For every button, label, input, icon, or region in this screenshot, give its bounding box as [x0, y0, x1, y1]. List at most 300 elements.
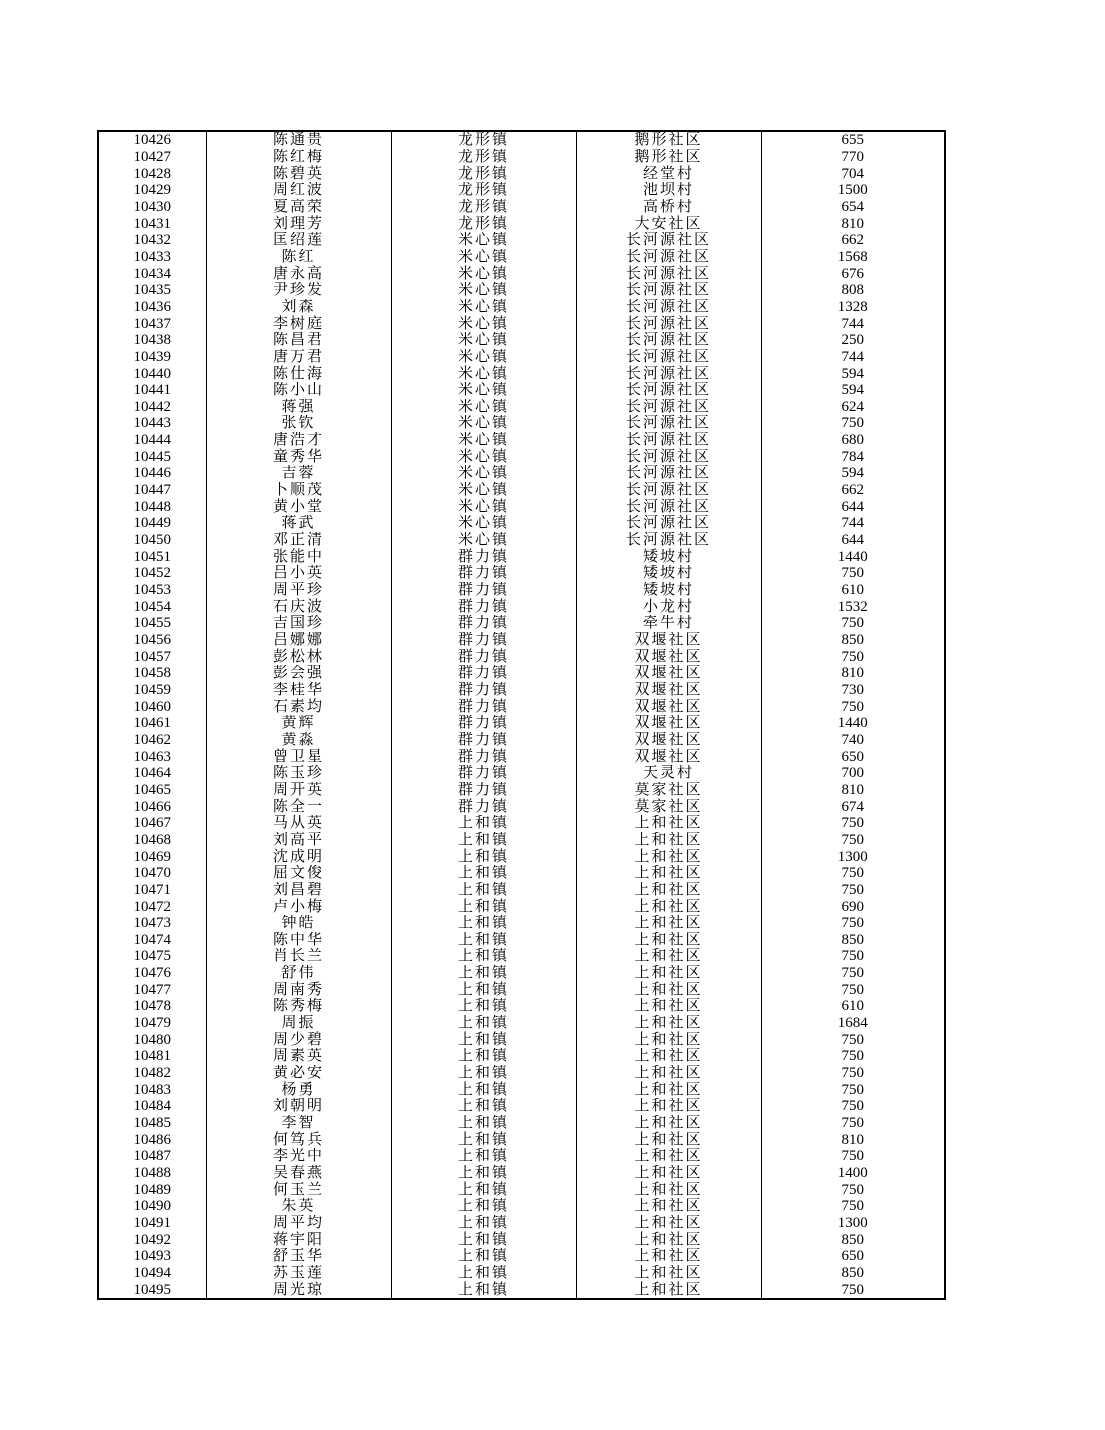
amount-cell: 1532 — [761, 598, 945, 615]
amount-cell: 1300 — [761, 1215, 945, 1232]
community-cell: 双堰社区 — [576, 715, 761, 732]
name-cell: 夏高荣 — [206, 199, 391, 216]
record-id-cell: 10480 — [98, 1031, 206, 1048]
town-cell: 上和镇 — [391, 1098, 576, 1115]
table-row — [98, 598, 945, 615]
record-id-cell: 10436 — [98, 299, 206, 316]
town-cell: 米心镇 — [391, 249, 576, 266]
community-cell: 长河源社区 — [576, 482, 761, 499]
amount-cell: 654 — [761, 199, 945, 216]
community-cell: 上和社区 — [576, 1198, 761, 1215]
name-cell: 匡绍莲 — [206, 232, 391, 249]
town-cell: 上和镇 — [391, 1065, 576, 1082]
town-cell: 群力镇 — [391, 598, 576, 615]
table-row — [98, 1148, 945, 1165]
amount-cell: 740 — [761, 732, 945, 749]
amount-cell: 750 — [761, 1115, 945, 1132]
table-row — [98, 848, 945, 865]
name-cell: 周素英 — [206, 1048, 391, 1065]
amount-cell: 594 — [761, 465, 945, 482]
community-cell: 上和社区 — [576, 1098, 761, 1115]
name-cell: 陈中华 — [206, 932, 391, 949]
record-id-cell: 10472 — [98, 898, 206, 915]
amount-cell: 1500 — [761, 182, 945, 199]
table-row — [98, 981, 945, 998]
name-cell: 舒玉华 — [206, 1248, 391, 1265]
community-cell: 上和社区 — [576, 832, 761, 849]
town-cell: 上和镇 — [391, 948, 576, 965]
table-row — [98, 399, 945, 416]
community-cell: 长河源社区 — [576, 299, 761, 316]
amount-cell: 784 — [761, 448, 945, 465]
name-cell: 刘朝明 — [206, 1098, 391, 1115]
record-id-cell: 10475 — [98, 948, 206, 965]
community-cell: 矮坡村 — [576, 548, 761, 565]
name-cell: 屈文俊 — [206, 865, 391, 882]
table-row — [98, 898, 945, 915]
record-id-cell: 10452 — [98, 565, 206, 582]
amount-cell: 850 — [761, 1231, 945, 1248]
town-cell: 上和镇 — [391, 981, 576, 998]
data-table — [97, 130, 946, 1300]
name-cell: 周南秀 — [206, 981, 391, 998]
record-id-cell: 10444 — [98, 432, 206, 449]
community-cell: 上和社区 — [576, 948, 761, 965]
amount-cell: 1328 — [761, 299, 945, 316]
community-cell: 上和社区 — [576, 1148, 761, 1165]
record-id-cell: 10479 — [98, 1015, 206, 1032]
town-cell: 上和镇 — [391, 815, 576, 832]
community-cell: 矮坡村 — [576, 565, 761, 582]
name-cell: 卜顺茂 — [206, 482, 391, 499]
amount-cell: 690 — [761, 898, 945, 915]
table-row — [98, 715, 945, 732]
record-id-cell: 10438 — [98, 332, 206, 349]
town-cell: 上和镇 — [391, 1081, 576, 1098]
name-cell: 黄小堂 — [206, 498, 391, 515]
amount-cell: 644 — [761, 532, 945, 549]
table-row — [98, 748, 945, 765]
town-cell: 上和镇 — [391, 965, 576, 982]
table-row — [98, 1031, 945, 1048]
name-cell: 黄必安 — [206, 1065, 391, 1082]
table-row — [98, 615, 945, 632]
record-id-cell: 10433 — [98, 249, 206, 266]
record-id-cell: 10492 — [98, 1231, 206, 1248]
amount-cell: 744 — [761, 349, 945, 366]
community-cell: 上和社区 — [576, 998, 761, 1015]
community-cell: 经堂村 — [576, 165, 761, 182]
name-cell: 唐万君 — [206, 349, 391, 366]
table-row — [98, 582, 945, 599]
town-cell: 米心镇 — [391, 315, 576, 332]
community-cell: 长河源社区 — [576, 332, 761, 349]
record-id-cell: 10432 — [98, 232, 206, 249]
table-row — [98, 1215, 945, 1232]
community-cell: 长河源社区 — [576, 315, 761, 332]
name-cell: 陈小山 — [206, 382, 391, 399]
name-cell: 李智 — [206, 1115, 391, 1132]
town-cell: 米心镇 — [391, 532, 576, 549]
record-id-cell: 10461 — [98, 715, 206, 732]
town-cell: 上和镇 — [391, 848, 576, 865]
table-row — [98, 998, 945, 1015]
name-cell: 陈仕海 — [206, 365, 391, 382]
record-id-cell: 10463 — [98, 748, 206, 765]
table-row — [98, 565, 945, 582]
community-cell: 上和社区 — [576, 1215, 761, 1232]
table-row — [98, 648, 945, 665]
record-id-cell: 10481 — [98, 1048, 206, 1065]
name-cell: 陈碧英 — [206, 165, 391, 182]
amount-cell: 624 — [761, 399, 945, 416]
record-id-cell: 10494 — [98, 1265, 206, 1282]
community-cell: 上和社区 — [576, 882, 761, 899]
record-id-cell: 10448 — [98, 498, 206, 515]
amount-cell: 650 — [761, 748, 945, 765]
table-row — [98, 149, 945, 166]
table-row — [98, 548, 945, 565]
amount-cell: 610 — [761, 998, 945, 1015]
town-cell: 米心镇 — [391, 282, 576, 299]
name-cell: 吕小英 — [206, 565, 391, 582]
community-cell: 长河源社区 — [576, 448, 761, 465]
community-cell: 上和社区 — [576, 965, 761, 982]
amount-cell: 810 — [761, 782, 945, 799]
amount-cell: 750 — [761, 865, 945, 882]
town-cell: 上和镇 — [391, 1181, 576, 1198]
table-row — [98, 365, 945, 382]
amount-cell: 750 — [761, 1065, 945, 1082]
record-id-cell: 10474 — [98, 932, 206, 949]
amount-cell: 750 — [761, 1048, 945, 1065]
town-cell: 上和镇 — [391, 1198, 576, 1215]
record-id-cell: 10468 — [98, 832, 206, 849]
record-id-cell: 10428 — [98, 165, 206, 182]
record-id-cell: 10473 — [98, 915, 206, 932]
community-cell: 双堰社区 — [576, 748, 761, 765]
amount-cell: 644 — [761, 498, 945, 515]
table-row — [98, 532, 945, 549]
record-id-cell: 10455 — [98, 615, 206, 632]
town-cell: 米心镇 — [391, 365, 576, 382]
community-cell: 上和社区 — [576, 1048, 761, 1065]
table-row — [98, 215, 945, 232]
amount-cell: 750 — [761, 615, 945, 632]
community-cell: 上和社区 — [576, 1115, 761, 1132]
name-cell: 彭松林 — [206, 648, 391, 665]
record-id-cell: 10471 — [98, 882, 206, 899]
name-cell: 钟皓 — [206, 915, 391, 932]
community-cell: 小龙村 — [576, 598, 761, 615]
town-cell: 上和镇 — [391, 998, 576, 1015]
community-cell: 上和社区 — [576, 1248, 761, 1265]
amount-cell: 1568 — [761, 249, 945, 266]
amount-cell: 1440 — [761, 715, 945, 732]
name-cell: 吉蓉 — [206, 465, 391, 482]
record-id-cell: 10490 — [98, 1198, 206, 1215]
name-cell: 唐浩才 — [206, 432, 391, 449]
record-id-cell: 10464 — [98, 765, 206, 782]
name-cell: 陈通贵 — [206, 131, 391, 149]
table-row — [98, 282, 945, 299]
town-cell: 米心镇 — [391, 382, 576, 399]
town-cell: 上和镇 — [391, 1015, 576, 1032]
community-cell: 大安社区 — [576, 215, 761, 232]
name-cell: 舒伟 — [206, 965, 391, 982]
amount-cell: 1300 — [761, 848, 945, 865]
record-id-cell: 10457 — [98, 648, 206, 665]
amount-cell: 250 — [761, 332, 945, 349]
record-id-cell: 10434 — [98, 265, 206, 282]
community-cell: 上和社区 — [576, 1165, 761, 1182]
town-cell: 群力镇 — [391, 632, 576, 649]
record-id-cell: 10429 — [98, 182, 206, 199]
town-cell: 群力镇 — [391, 582, 576, 599]
town-cell: 米心镇 — [391, 515, 576, 532]
town-cell: 上和镇 — [391, 1165, 576, 1182]
name-cell: 蒋武 — [206, 515, 391, 532]
town-cell: 群力镇 — [391, 648, 576, 665]
town-cell: 上和镇 — [391, 898, 576, 915]
name-cell: 朱英 — [206, 1198, 391, 1215]
community-cell: 上和社区 — [576, 1281, 761, 1299]
table-row — [98, 498, 945, 515]
record-id-cell: 10466 — [98, 798, 206, 815]
amount-cell: 750 — [761, 965, 945, 982]
table-row — [98, 482, 945, 499]
table-row — [98, 1181, 945, 1198]
table-row — [98, 332, 945, 349]
amount-cell: 744 — [761, 515, 945, 532]
community-cell: 上和社区 — [576, 915, 761, 932]
community-cell: 上和社区 — [576, 1131, 761, 1148]
record-id-cell: 10483 — [98, 1081, 206, 1098]
table-row — [98, 632, 945, 649]
table-row — [98, 1231, 945, 1248]
name-cell: 李桂华 — [206, 682, 391, 699]
name-cell: 陈秀梅 — [206, 998, 391, 1015]
community-cell: 高桥村 — [576, 199, 761, 216]
community-cell: 天灵村 — [576, 765, 761, 782]
community-cell: 上和社区 — [576, 1231, 761, 1248]
table-row — [98, 815, 945, 832]
community-cell: 上和社区 — [576, 981, 761, 998]
name-cell: 张能中 — [206, 548, 391, 565]
table-row — [98, 915, 945, 932]
record-id-cell: 10430 — [98, 199, 206, 216]
town-cell: 上和镇 — [391, 1215, 576, 1232]
table-row — [98, 782, 945, 799]
name-cell: 周振 — [206, 1015, 391, 1032]
town-cell: 米心镇 — [391, 432, 576, 449]
amount-cell: 662 — [761, 482, 945, 499]
table-row — [98, 948, 945, 965]
record-id-cell: 10440 — [98, 365, 206, 382]
name-cell: 周少碧 — [206, 1031, 391, 1048]
name-cell: 陈全一 — [206, 798, 391, 815]
record-id-cell: 10451 — [98, 548, 206, 565]
table-row — [98, 832, 945, 849]
name-cell: 陈红梅 — [206, 149, 391, 166]
amount-cell: 750 — [761, 832, 945, 849]
amount-cell: 674 — [761, 798, 945, 815]
amount-cell: 850 — [761, 932, 945, 949]
record-id-cell: 10482 — [98, 1065, 206, 1082]
town-cell: 米心镇 — [391, 332, 576, 349]
table-row — [98, 1048, 945, 1065]
community-cell: 上和社区 — [576, 1265, 761, 1282]
record-id-cell: 10467 — [98, 815, 206, 832]
amount-cell: 676 — [761, 265, 945, 282]
town-cell: 上和镇 — [391, 882, 576, 899]
town-cell: 群力镇 — [391, 565, 576, 582]
record-id-cell: 10449 — [98, 515, 206, 532]
table-row — [98, 798, 945, 815]
record-id-cell: 10437 — [98, 315, 206, 332]
table-row — [98, 315, 945, 332]
name-cell: 沈成明 — [206, 848, 391, 865]
name-cell: 周平均 — [206, 1215, 391, 1232]
record-id-cell: 10459 — [98, 682, 206, 699]
record-id-cell: 10458 — [98, 665, 206, 682]
table-row — [98, 249, 945, 266]
record-id-cell: 10487 — [98, 1148, 206, 1165]
name-cell: 黄淼 — [206, 732, 391, 749]
town-cell: 米心镇 — [391, 299, 576, 316]
amount-cell: 700 — [761, 765, 945, 782]
community-cell: 双堰社区 — [576, 665, 761, 682]
name-cell: 何笃兵 — [206, 1131, 391, 1148]
record-id-cell: 10477 — [98, 981, 206, 998]
amount-cell: 750 — [761, 815, 945, 832]
amount-cell: 750 — [761, 1081, 945, 1098]
table-row — [98, 682, 945, 699]
name-cell: 尹珍发 — [206, 282, 391, 299]
table-row — [98, 299, 945, 316]
community-cell: 长河源社区 — [576, 415, 761, 432]
amount-cell: 850 — [761, 632, 945, 649]
record-id-cell: 10491 — [98, 1215, 206, 1232]
name-cell: 张钦 — [206, 415, 391, 432]
community-cell: 长河源社区 — [576, 365, 761, 382]
record-id-cell: 10493 — [98, 1248, 206, 1265]
community-cell: 双堰社区 — [576, 648, 761, 665]
name-cell: 李光中 — [206, 1148, 391, 1165]
community-cell: 上和社区 — [576, 815, 761, 832]
community-cell: 池坝村 — [576, 182, 761, 199]
name-cell: 唐永高 — [206, 265, 391, 282]
amount-cell: 810 — [761, 1131, 945, 1148]
table-row — [98, 165, 945, 182]
town-cell: 米心镇 — [391, 498, 576, 515]
record-id-cell: 10441 — [98, 382, 206, 399]
amount-cell: 610 — [761, 582, 945, 599]
record-id-cell: 10446 — [98, 465, 206, 482]
town-cell: 米心镇 — [391, 265, 576, 282]
name-cell: 苏玉莲 — [206, 1265, 391, 1282]
town-cell: 上和镇 — [391, 832, 576, 849]
community-cell: 上和社区 — [576, 932, 761, 949]
town-cell: 米心镇 — [391, 448, 576, 465]
community-cell: 长河源社区 — [576, 382, 761, 399]
community-cell: 莫家社区 — [576, 782, 761, 799]
amount-cell: 1400 — [761, 1165, 945, 1182]
name-cell: 吕娜娜 — [206, 632, 391, 649]
town-cell: 群力镇 — [391, 798, 576, 815]
name-cell: 吴春燕 — [206, 1165, 391, 1182]
name-cell: 曾卫星 — [206, 748, 391, 765]
table-row — [98, 1248, 945, 1265]
town-cell: 群力镇 — [391, 748, 576, 765]
record-id-cell: 10486 — [98, 1131, 206, 1148]
record-id-cell: 10445 — [98, 448, 206, 465]
record-id-cell: 10450 — [98, 532, 206, 549]
community-cell: 上和社区 — [576, 1031, 761, 1048]
record-id-cell: 10460 — [98, 698, 206, 715]
table-row — [98, 1165, 945, 1182]
table-row — [98, 932, 945, 949]
table-row — [98, 1081, 945, 1098]
name-cell: 周开英 — [206, 782, 391, 799]
town-cell: 米心镇 — [391, 349, 576, 366]
community-cell: 莫家社区 — [576, 798, 761, 815]
amount-cell: 750 — [761, 1198, 945, 1215]
amount-cell: 1440 — [761, 548, 945, 565]
record-id-cell: 10435 — [98, 282, 206, 299]
town-cell: 上和镇 — [391, 1048, 576, 1065]
table-row — [98, 965, 945, 982]
town-cell: 群力镇 — [391, 615, 576, 632]
town-cell: 米心镇 — [391, 465, 576, 482]
record-id-cell: 10476 — [98, 965, 206, 982]
community-cell: 长河源社区 — [576, 432, 761, 449]
town-cell: 群力镇 — [391, 765, 576, 782]
record-id-cell: 10484 — [98, 1098, 206, 1115]
name-cell: 周红波 — [206, 182, 391, 199]
amount-cell: 680 — [761, 432, 945, 449]
town-cell: 龙形镇 — [391, 199, 576, 216]
amount-cell: 750 — [761, 415, 945, 432]
community-cell: 上和社区 — [576, 898, 761, 915]
amount-cell: 750 — [761, 948, 945, 965]
name-cell: 蒋宇阳 — [206, 1231, 391, 1248]
town-cell: 群力镇 — [391, 715, 576, 732]
town-cell: 群力镇 — [391, 548, 576, 565]
record-id-cell: 10489 — [98, 1181, 206, 1198]
community-cell: 长河源社区 — [576, 498, 761, 515]
town-cell: 米心镇 — [391, 415, 576, 432]
name-cell: 卢小梅 — [206, 898, 391, 915]
record-id-cell: 10431 — [98, 215, 206, 232]
table-row — [98, 448, 945, 465]
table-row — [98, 131, 945, 149]
record-id-cell: 10478 — [98, 998, 206, 1015]
community-cell: 长河源社区 — [576, 265, 761, 282]
record-id-cell: 10495 — [98, 1281, 206, 1299]
community-cell: 上和社区 — [576, 1015, 761, 1032]
record-id-cell: 10488 — [98, 1165, 206, 1182]
amount-cell: 662 — [761, 232, 945, 249]
amount-cell: 750 — [761, 915, 945, 932]
town-cell: 龙形镇 — [391, 131, 576, 149]
town-cell: 上和镇 — [391, 1248, 576, 1265]
table-body — [98, 131, 945, 1299]
table-row — [98, 432, 945, 449]
table-row — [98, 232, 945, 249]
amount-cell: 750 — [761, 1148, 945, 1165]
town-cell: 上和镇 — [391, 1231, 576, 1248]
